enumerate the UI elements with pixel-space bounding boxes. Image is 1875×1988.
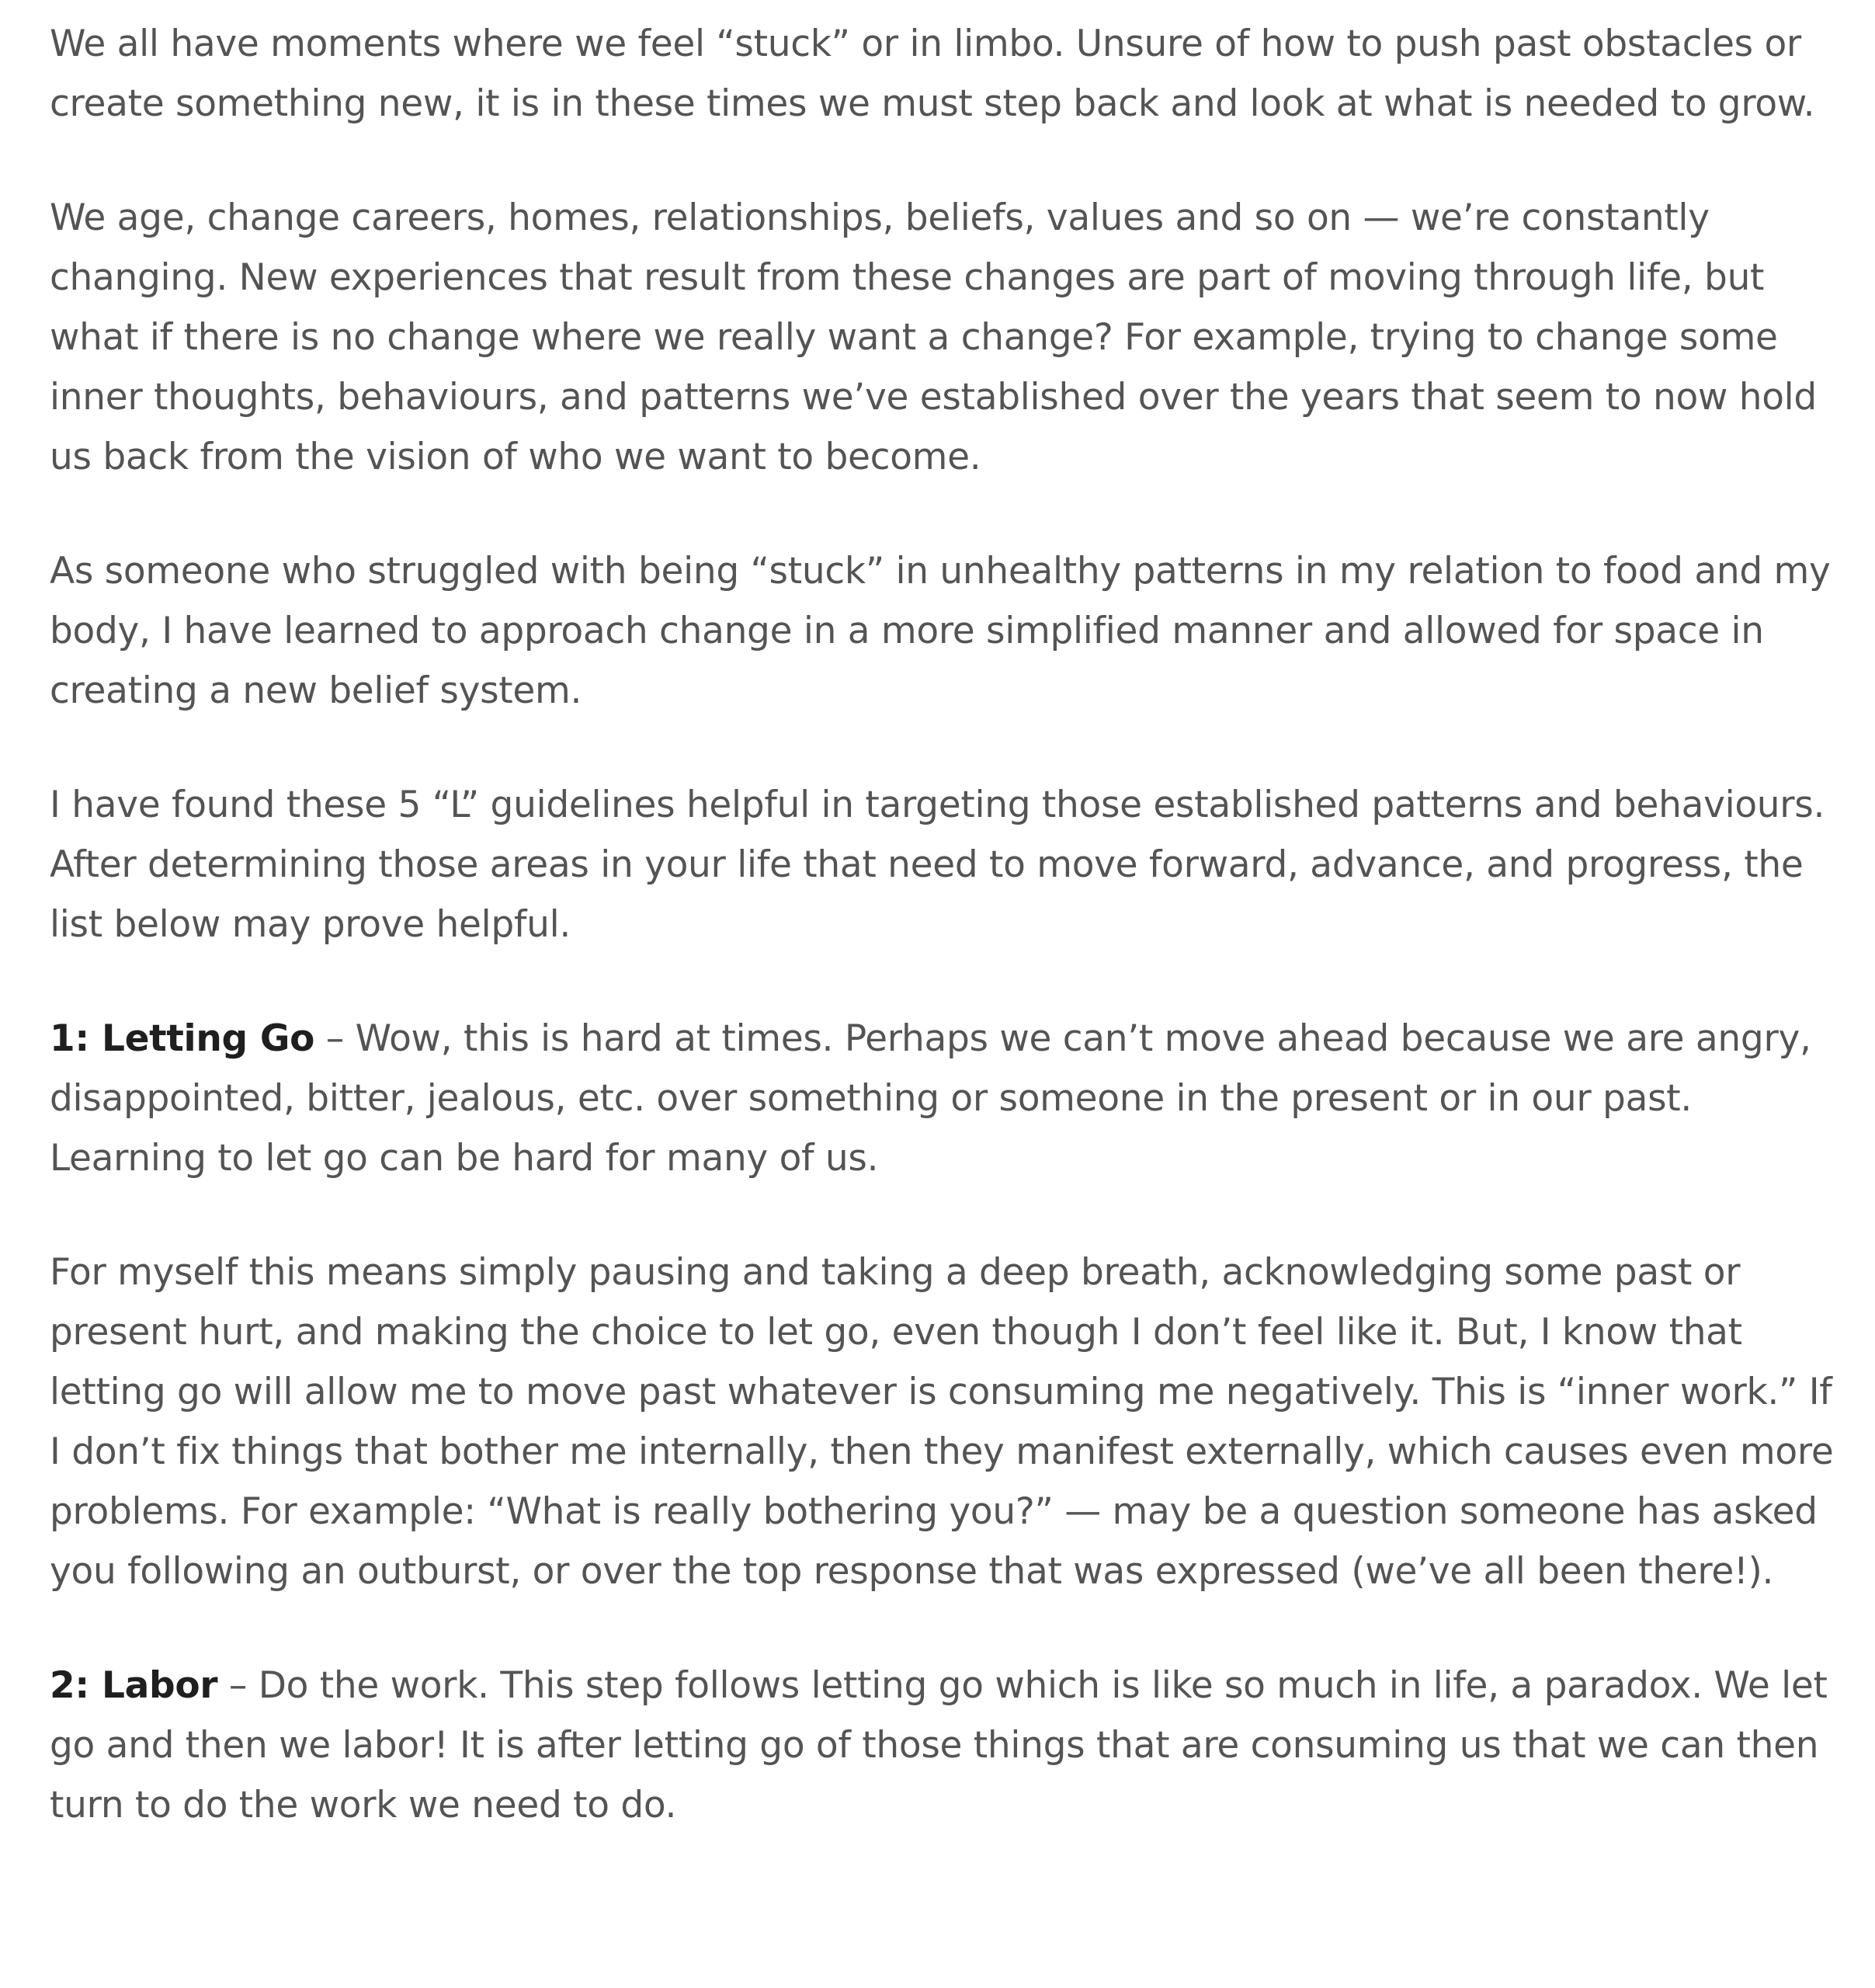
paragraph-guidelines-intro [50,775,1843,954]
paragraph-labor [50,1656,1843,1835]
paragraph-text: – Wow, this is hard at times. Perhaps we can’t move ahead because we are angry, disappointed, bitter, jealous, etc. over something or someone in the present or in our past. Learning to let go can be hard for many of us. [50,1017,1811,1180]
guideline-term-letting-go: 1: Letting Go [50,1017,315,1060]
paragraph-text: We age, change careers, homes, relationships, beliefs, values and so on — we’re constantly changing. New experiences that result from these changes are part of moving through life, but what if there is no change where we really want a change? For example, trying to change some inner thoughts, behaviours, and patterns we’ve established over the years that seem to now hold us back from the vision of who we want to become. [50,196,1817,478]
paragraph-letting-go-detail [50,1242,1843,1601]
paragraph-text: I have found these 5 “L” guidelines helpful in targeting those established patterns and behaviours. After determining those areas in your life that need to move forward, advance, and progress, the list below may prove helpful. [50,784,1825,946]
article-body [50,14,1843,1889]
paragraph-intro [50,14,1843,134]
paragraph-text: As someone who struggled with being “stuck” in unhealthy patterns in my relation to food and my body, I have learned to approach change in a more simplified manner and allowed for space in creating a new belief system. [50,550,1831,712]
paragraph-text: For myself this means simply pausing and taking a deep breath, acknowledging some past or present hurt, and making the choice to let go, even though I don’t feel like it. But, I know that letting go will allow me to move past whatever is consuming me negatively. This is “inner work.” If I don’t fix things that bother me internally, then they manifest externally, which causes even more problems. For example: “What is really bothering you?” — may be a question someone has asked you following an outburst, or over the top response that was expressed (we’ve all been there!). [50,1251,1834,1593]
paragraph-text: – Do the work. This step follows letting go which is like so much in life, a paradox. We let go and then we labor! It is after letting go of those things that are consuming us that we can then turn to do the work we need to do. [50,1664,1828,1826]
paragraph-text: We all have moments where we feel “stuck” or in limbo. Unsure of how to push past obstacles or create something new, it is in these times we must step back and look at what is needed to grow. [50,23,1815,125]
paragraph-personal-story [50,541,1843,721]
paragraph-changes [50,188,1843,487]
guideline-term-labor: 2: Labor [50,1664,218,1707]
paragraph-letting-go [50,1009,1843,1188]
